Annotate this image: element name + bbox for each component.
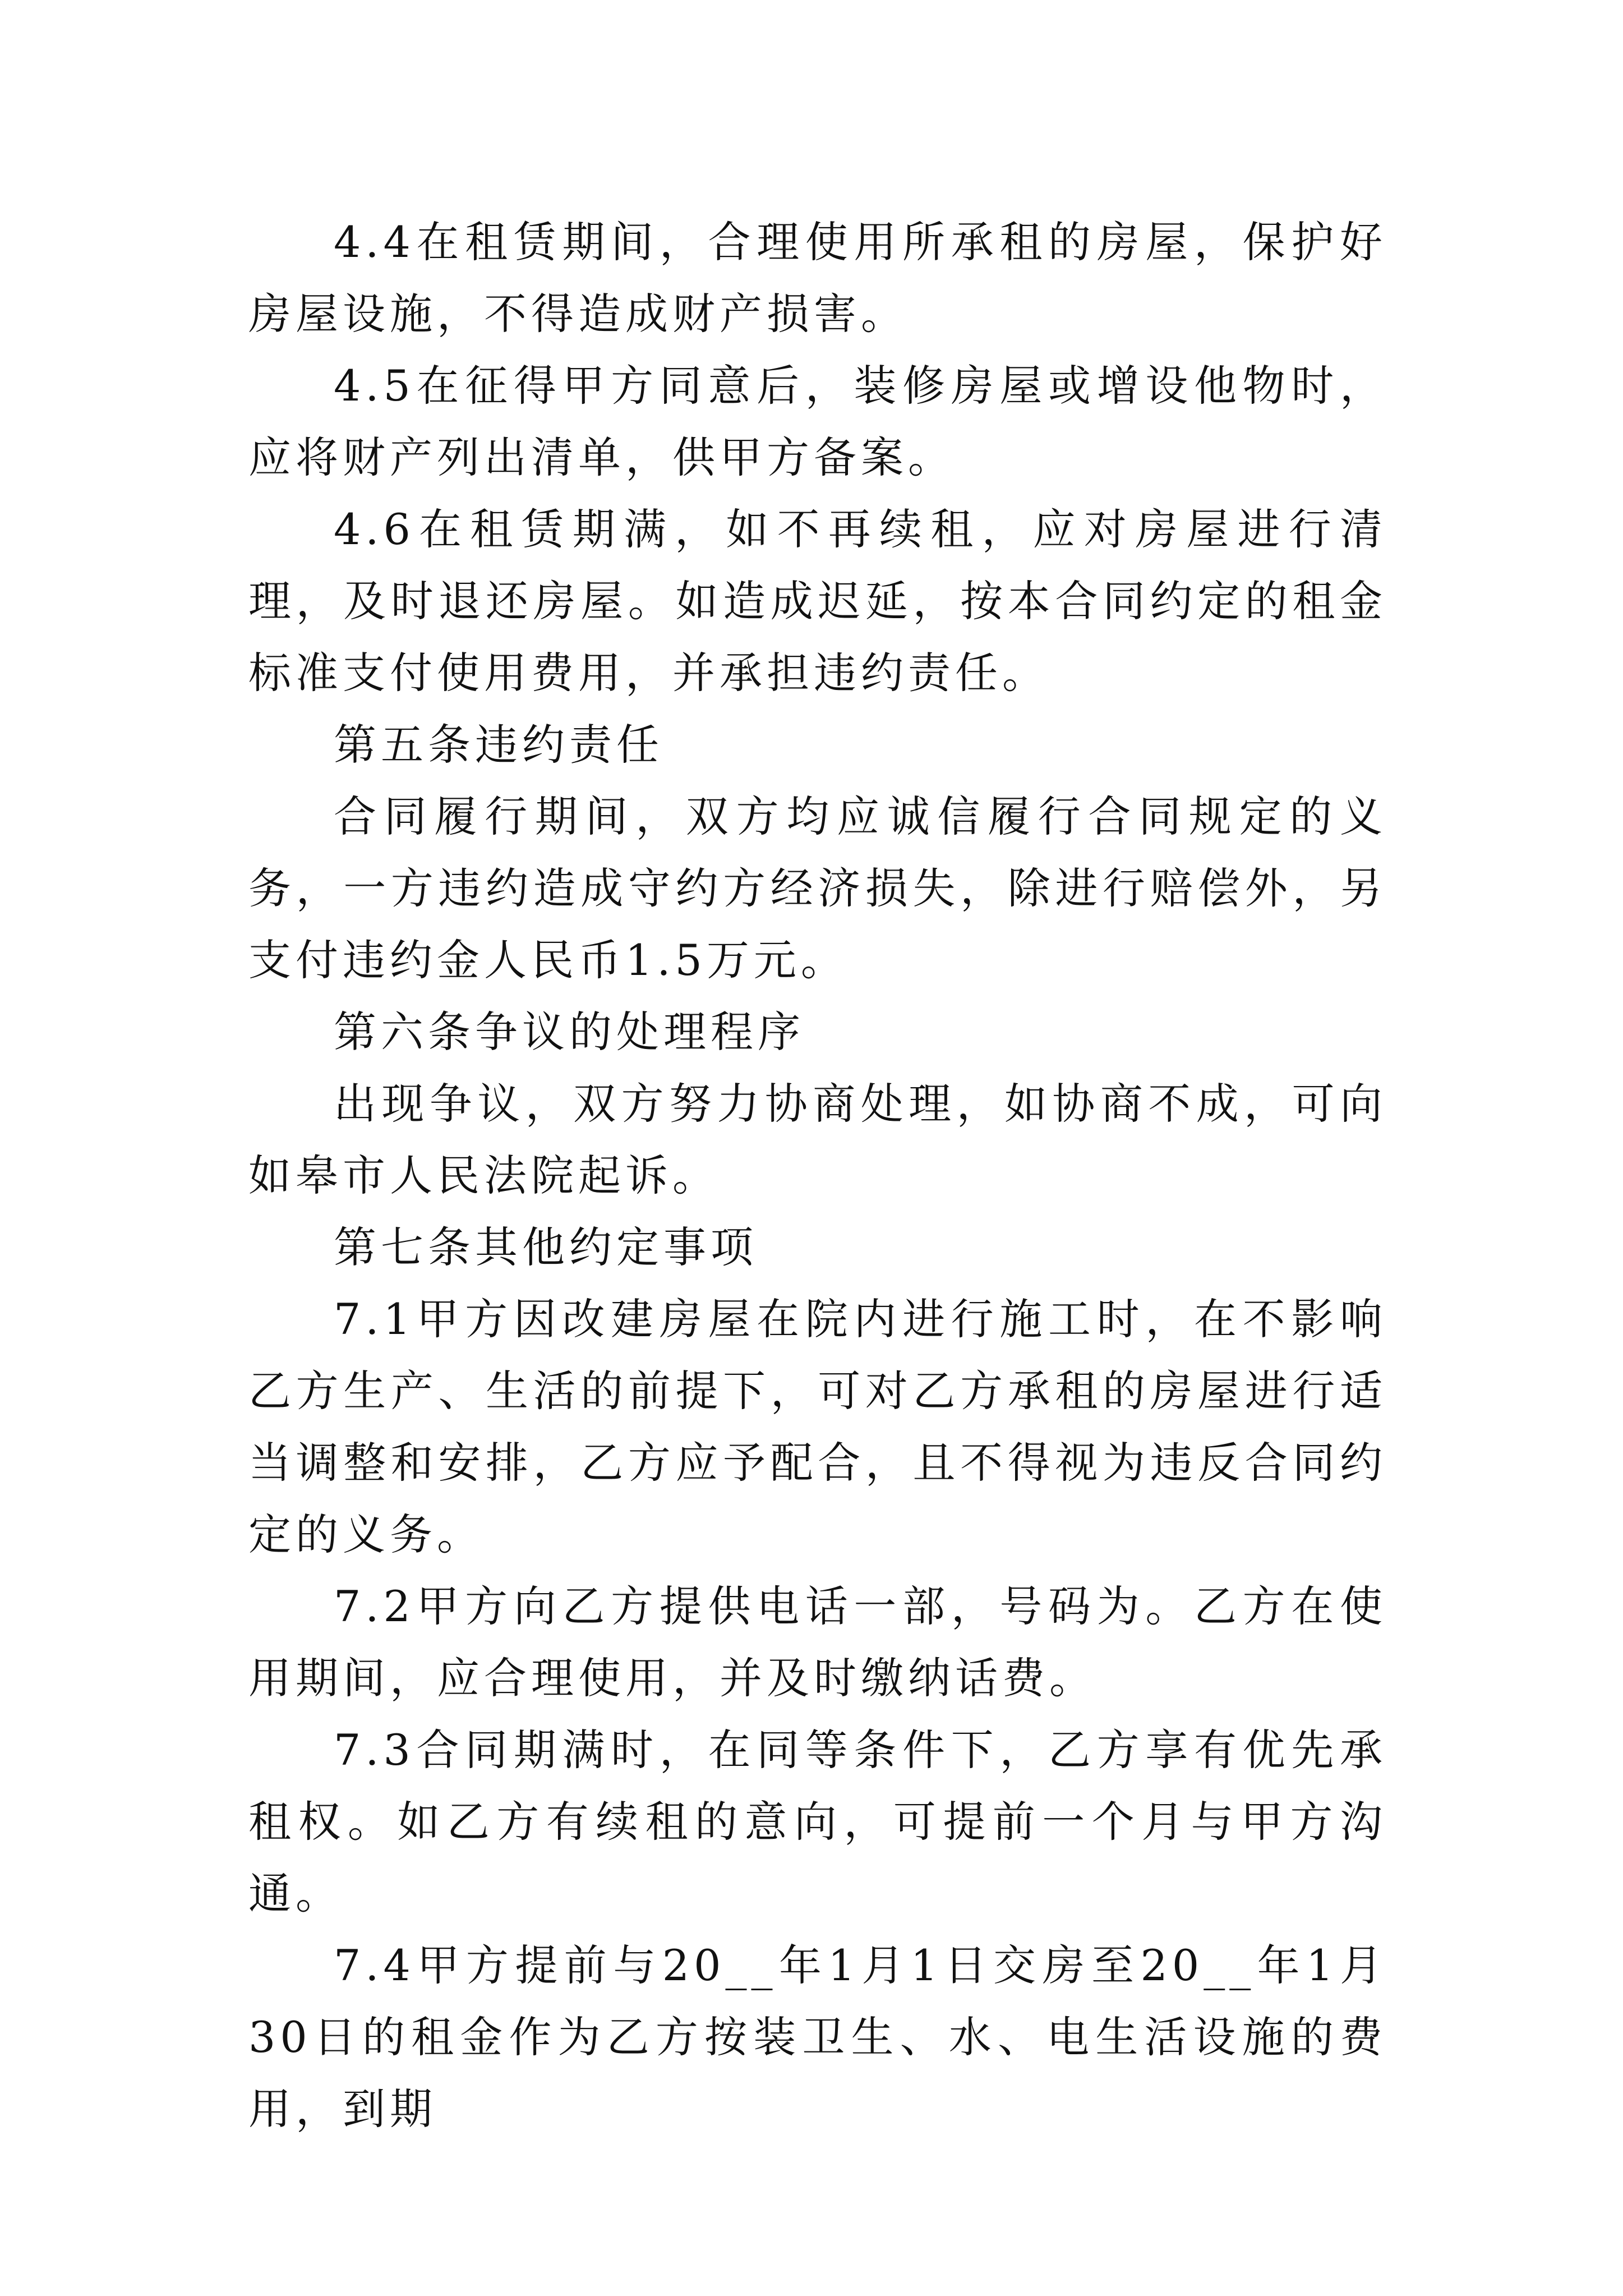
article-7-heading: 第七条其他约定事项 <box>334 1222 758 1272</box>
clause-7-3: 7.3合同期满时，在同等条件下，乙方享有优先承租权。如乙方有续租的意向，可提前一个月与甲方沟通。 <box>248 1725 1387 1918</box>
clause-7-1: 7.1甲方因改建房屋在院内进行施工时，在不影响乙方生产、生活的前提下，可对乙方承租的房屋进行适当调整和安排，乙方应予配合，且不得视为违反合同约定的义务。 <box>248 1294 1387 1559</box>
document-body <box>248 206 1387 2145</box>
article-5-heading: 第五条违约责任 <box>334 720 663 770</box>
clause-4-4: 4.4在租赁期间，合理使用所承租的房屋，保护好房屋设施，不得造成财产损害。 <box>248 217 1387 339</box>
article-5-text: 合同履行期间，双方均应诚信履行合同规定的义务，一方违约造成守约方经济损失，除进行赔偿外，另支付违约金人民币1.5万元。 <box>248 792 1387 985</box>
article-6-heading: 第六条争议的处理程序 <box>334 1007 805 1057</box>
clause-7-2: 7.2甲方向乙方提供电话一部，号码为。乙方在使用期间，应合理使用，并及时缴纳话费。 <box>248 1581 1387 1703</box>
article-6-text: 出现争议，双方努力协商处理，如协商不成，可向如皋市人民法院起诉。 <box>248 1079 1387 1200</box>
clause-7-4: 7.4甲方提前与20__年1月1日交房至20__年1月30日的租金作为乙方按装卫生、水、电生活设施的费用，到期 <box>248 1940 1387 2134</box>
clause-4-5: 4.5在征得甲方同意后，装修房屋或增设他物时，应将财产列出清单，供甲方备案。 <box>248 361 1387 482</box>
clause-4-6: 4.6在租赁期满，如不再续租，应对房屋进行清理，及时退还房屋。如造成迟延，按本合同约定的租金标准支付使用费用，并承担违约责任。 <box>248 504 1387 698</box>
